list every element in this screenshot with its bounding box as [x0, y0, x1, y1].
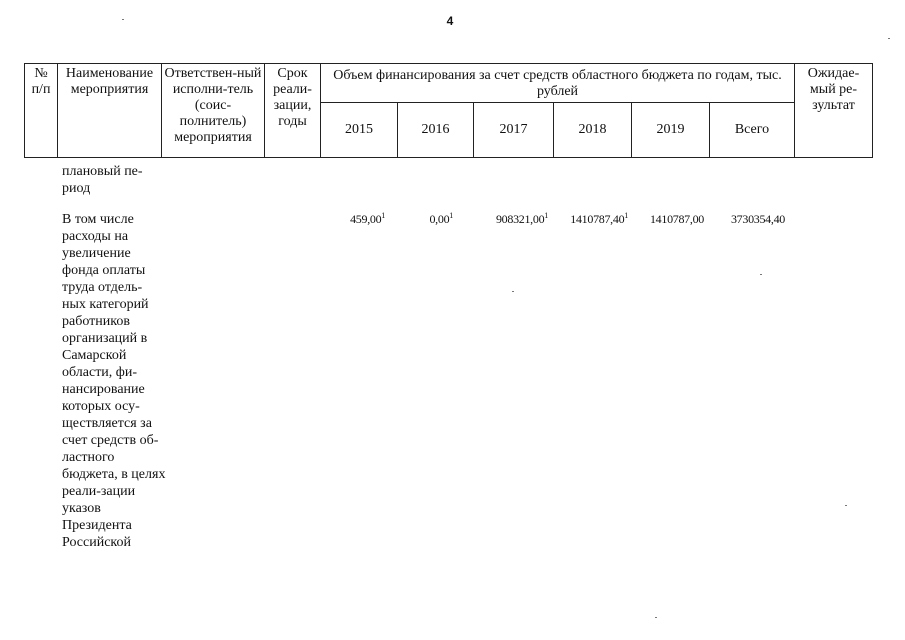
header-year-2019: 2019 [632, 103, 710, 158]
header-year-2017: 2017 [474, 103, 554, 158]
header-total: Всего [710, 103, 795, 158]
header-funding: Объем финансирования за счет средств областного бюджета по годам, тыс. рублей [321, 64, 795, 103]
scan-speck [760, 274, 762, 275]
header-year-2015: 2015 [321, 103, 398, 158]
scan-speck [888, 38, 890, 39]
header-year-2016: 2016 [398, 103, 474, 158]
header-result: Ожидае-мый ре-зультат [795, 64, 873, 158]
value-2016: 0,00$^1$ [429, 211, 453, 226]
scan-speck [122, 19, 124, 20]
value-2018: 1410787,40$^1$ [570, 211, 628, 226]
value-2019: 1410787,00 [649, 212, 704, 226]
header-name: Наименование мероприятия [58, 64, 162, 158]
header-executor: Ответствен-ный исполни-тель (соис-полнитель) мероприятия [162, 64, 265, 158]
header-term: Срок реали-зации, годы [265, 64, 321, 158]
scan-speck [845, 505, 847, 506]
header-number: № п/п [25, 64, 58, 158]
planned-period-text: плановый пе-риод [62, 164, 143, 196]
value-2017: 908321,00$^1$ [495, 211, 548, 226]
value-total: 3730354,40 [730, 212, 785, 226]
value-2015: 459,00$^1$ [350, 211, 385, 226]
header-year-2018: 2018 [554, 103, 632, 158]
scan-speck [655, 617, 657, 618]
including-text: В том числе расходы на увеличение фонда оплаты труда отдель-ных категорий работников организаций в Самарской области, фи-нансирование которых осу-ществляется за счет средств об-ластного бюджета, в целях реали-зации указов Президента Российской [62, 212, 166, 550]
page-number: 4 [446, 14, 454, 28]
scan-speck [512, 291, 514, 292]
table-header [24, 63, 873, 158]
